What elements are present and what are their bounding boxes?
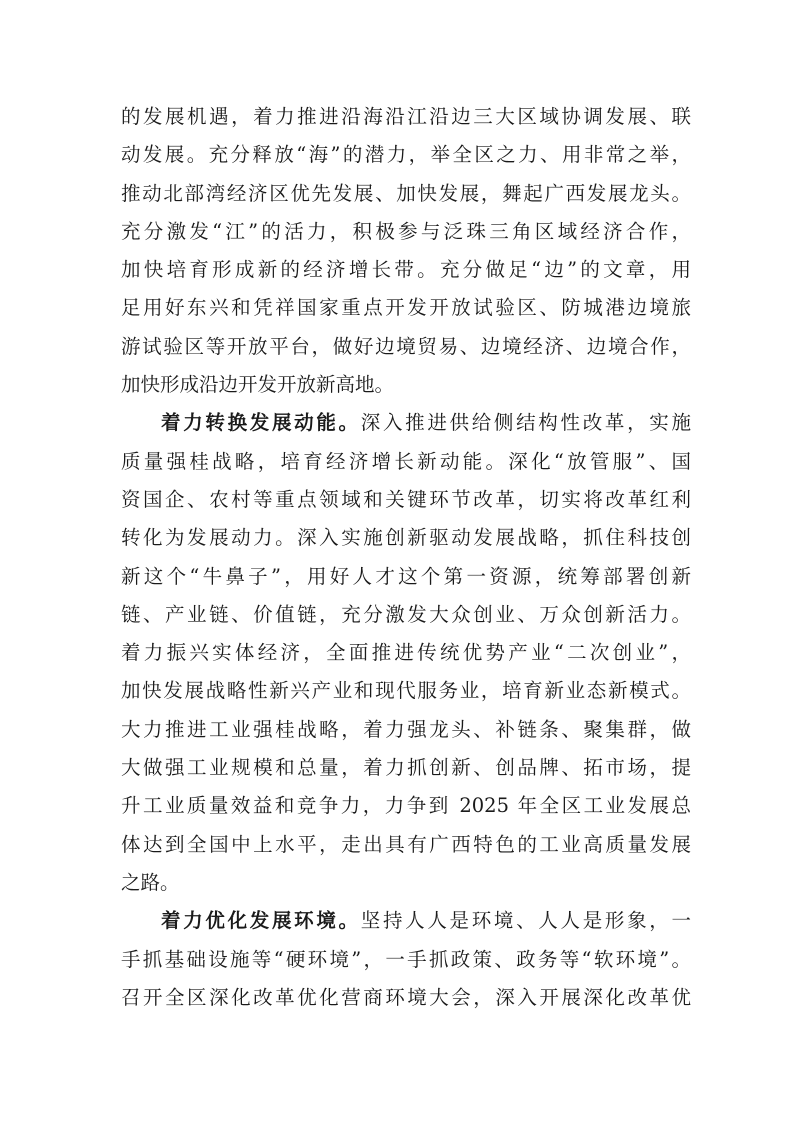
text-line: 大做强工业规模和总量，着力抓创新、创品牌、拓市场，提	[121, 756, 691, 780]
paragraph-first-text: 坚持人人是环境、人人是形象，一	[360, 909, 691, 933]
text-line: 新这个“牛鼻子”，用好人才这个第一资源，统筹部署创新	[121, 564, 691, 588]
paragraph-heading: 着力优化发展环境。	[161, 909, 361, 933]
paragraph-first-line	[121, 902, 691, 940]
text-line: 的发展机遇，着力推进沿海沿江沿边三大区域协调发展、联	[121, 105, 691, 128]
text-line: 推动北部湾经济区优先发展、加快发展，舞起广西发展龙头。	[121, 181, 691, 205]
paragraph-heading: 着力转换发展动能。	[161, 411, 361, 435]
text-line: 加快形成沿边开发开放新高地。	[121, 373, 395, 397]
text-line: 质量强桂战略，培育经济增长新动能。深化“放管服”、国	[121, 449, 691, 473]
text-line: 游试验区等开放平台，做好边境贸易、边境经济、边境合作，	[121, 334, 691, 358]
paragraph-development-momentum	[121, 404, 691, 902]
text-line: 之路。	[121, 870, 180, 894]
text-line: 加快培育形成新的经济增长带。充分做足“边”的文章，用	[121, 258, 691, 282]
paragraph-first-line	[121, 404, 691, 442]
text-line: 足用好东兴和凭祥国家重点开发开放试验区、防城港边境旅	[121, 296, 691, 320]
text-line: 动发展。充分释放“海”的潜力，举全区之力、用非常之举，	[121, 143, 691, 167]
paragraph-development-environment	[121, 902, 691, 1017]
text-line: 着力振兴实体经济，全面推进传统优势产业“二次创业”，	[121, 641, 691, 665]
text-line: 体达到全国中上水平，走出具有广西特色的工业高质量发展	[121, 832, 691, 856]
text-line: 升工业质量效益和竞争力，力争到 2025 年全区工业发展总	[121, 794, 691, 818]
paragraph-regional-development	[121, 98, 691, 404]
body-text	[121, 98, 691, 1017]
text-line: 链、产业链、价值链，充分激发大众创业、万众创新活力。	[121, 602, 691, 626]
text-line: 手抓基础设施等“硬环境”，一手抓政策、政务等“软环境”。	[121, 947, 691, 971]
text-line: 资国企、农村等重点领域和关键环节改革，切实将改革红利	[121, 487, 691, 511]
text-line: 召开全区深化改革优化营商环境大会，深入开展深化改革优	[121, 985, 691, 1009]
text-line: 大力推进工业强桂战略，着力强龙头、补链条、聚集群，做	[121, 717, 691, 741]
text-line: 转化为发展动力。深入实施创新驱动发展战略，抓住科技创	[121, 526, 691, 550]
text-line: 充分激发“江”的活力，积极参与泛珠三角区域经济合作，	[121, 219, 691, 243]
text-line: 加快发展战略性新兴产业和现代服务业，培育新业态新模式。	[121, 679, 691, 703]
paragraph-first-text: 深入推进供给侧结构性改革，实施	[360, 411, 691, 435]
